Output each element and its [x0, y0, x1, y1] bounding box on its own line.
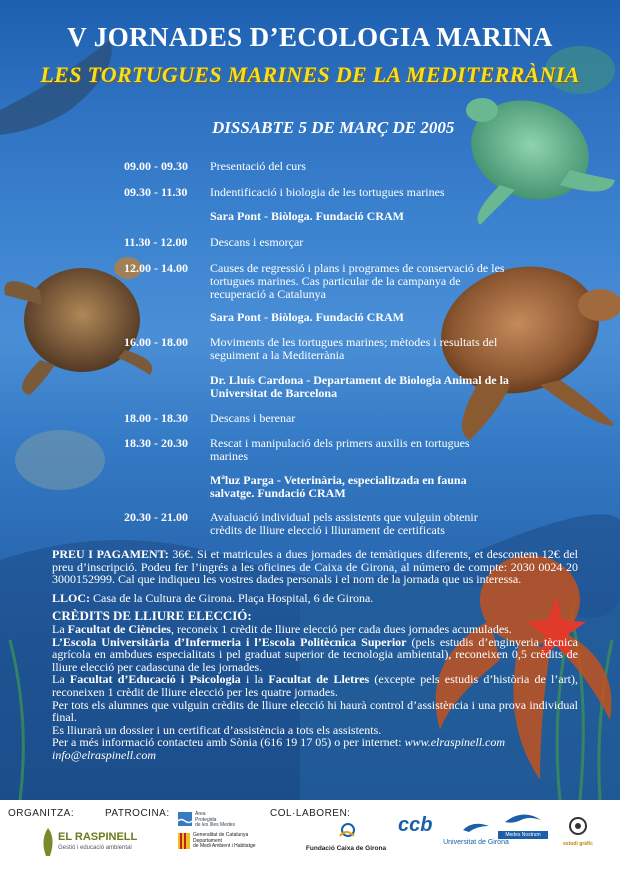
credits-line: Per tots els alumnes que vulguin crèdits de lliure elecció hi haurà control d’assistència i una prova individual final. [52, 697, 578, 725]
estudi-grafic-name: estudi gràfic [563, 841, 593, 847]
schedule-desc: Rescat i manipulació dels primers auxilis en tortugues marines [210, 436, 470, 463]
caixa-girona-icon [336, 822, 356, 840]
collaboren-label: COL·LABOREN: [270, 808, 351, 819]
schedule-desc: Descans i esmorçar [210, 235, 304, 249]
faculty-name: Facultat de Ciències [67, 621, 171, 636]
faculty-name: Facultat d’Educació i Psicologia [69, 672, 241, 687]
speaker-name: Dr. Lluís Cardona - Departament de Biologia Animal de la Universitat de Barcelona [210, 373, 509, 400]
generalitat-text-3: de Medi Ambient i Habitatge [193, 843, 256, 849]
green-turtle-illustration [457, 84, 615, 225]
price-text: 36€. Si et matricules a dues jornades de temàtiques diferents, et descontem 12€ del preu d’inscripció. Podeu fer l’ingrés a les oficines de Caixa de Girona, al número de compte: 2030 0024 20 3000152999. Cal que indiqueu les vostres dades personals i el nom de la jornada que us interessa. [52, 547, 579, 587]
website-link[interactable]: www.elraspinell.com [404, 735, 506, 750]
speaker-name: Sara Pont - Biòloga. Fundació CRAM [210, 310, 405, 324]
info-section [52, 548, 578, 762]
generalitat-text [193, 833, 256, 850]
contact-text: Per a més informació contacteu amb Sònia (616 19 17 05) o per internet: [52, 735, 405, 750]
event-date: DISSABTE 5 DE MARÇ DE 2005 [212, 118, 455, 137]
credits-line: Es lliurarà un dossier i un certificat d’assistència a tots els assistents. [52, 722, 382, 737]
organitza-label: ORGANITZA: [8, 808, 75, 819]
schedule-desc: Causes de regressió i plans i programes de conservació de les tortugues marines. Cas particular de la campanya de recuperació a Catalunya [210, 261, 505, 301]
credits-line [52, 673, 578, 698]
credits-text: La [52, 621, 68, 636]
location-label: LLOC: [52, 590, 91, 605]
schedule-desc: Presentació del curs [210, 159, 306, 173]
faculty-name: L’Escola Universitària d’Infermeria i l’Escola Politècnica Superior [52, 634, 407, 649]
udg-bird-icon [461, 820, 491, 834]
ccb-logo: ccb [398, 814, 433, 836]
schedule-time: 11.30 - 12.00 [124, 235, 188, 249]
contact-line [52, 749, 578, 762]
credits-heading: CRÈDITS DE LLIURE ELECCIÓ: [52, 608, 252, 624]
patrocina-label: PATROCINA: [105, 808, 170, 819]
udg-name: Universitat de Girona [443, 839, 509, 846]
credits-text: i la [240, 672, 269, 687]
schedule-time: 16.00 - 18.00 [124, 335, 188, 349]
credits-text: La [52, 672, 70, 687]
price-paragraph [52, 548, 578, 586]
generalitat-text-1: Generalitat de Catalunya [193, 832, 249, 838]
credits-text: (pels estudis d’enginyeria tècnica agrícola en ambdues especialitats i pel graduat superior de tecnologia ambiental), reconeixen 0,5 crèdits de lliure elecció per cadascuna de les jornades. [52, 634, 578, 674]
credits-text: (excepte pels estudis d’història de l’art), reconeixen 1 crèdit de lliure elecció per les quatre jornades. [52, 672, 579, 699]
generalitat-text-2: Departament [193, 837, 222, 844]
poster-title: V JORNADES D’ECOLOGIA MARINA [67, 22, 553, 52]
schedule-time: 12.00 - 14.00 [124, 261, 188, 275]
sponsors-footer [0, 800, 620, 877]
senyera-icon [178, 833, 190, 849]
speaker-name: Mªluz Parga - Veterinària, especialitzada en fauna salvatge. Fundació CRAM [210, 473, 467, 500]
price-label: PREU I PAGAMENT: [52, 547, 169, 561]
schedule-desc: Indentificació i biologia de les tortugues marines [210, 185, 445, 199]
speaker-name: Sara Pont - Biòloga. Fundació CRAM [210, 209, 405, 223]
wave-icon [178, 812, 192, 826]
schedule-time: 20.30 - 21.00 [124, 510, 188, 524]
raspinell-icon [40, 828, 56, 856]
medes-area-text-2: Protegida [195, 816, 217, 823]
schedule-desc: Descans i berenar [210, 411, 296, 425]
credits-line [52, 636, 578, 674]
schedule-time: 09.00 - 09.30 [124, 159, 188, 173]
estudi-grafic-logo [558, 816, 598, 847]
location-text: Casa de la Cultura de Girona. Plaça Hospital, 6 de Girona. [90, 590, 374, 605]
medes-area-text-1: Àrea [195, 811, 206, 817]
schedule-time: 18.00 - 18.30 [124, 411, 188, 425]
hawksbill-turtle-illustration [4, 257, 152, 395]
faculty-name: Facultat de Lletres [268, 672, 370, 687]
estudi-grafic-icon [568, 816, 588, 836]
fundacio-caixa-girona-logo [296, 822, 396, 852]
schedule-time: 09.30 - 11.30 [124, 185, 188, 199]
email-link[interactable]: info@elraspinell.com [52, 747, 157, 762]
schedule-desc: Moviments de les tortugues marines; mètodes i resultats del seguiment a la Mediterrània [210, 335, 498, 362]
raspinell-subtitle: Gestió i educació ambiental [58, 845, 132, 851]
dolphin-icon [503, 810, 543, 826]
medes-area-text [195, 812, 235, 829]
credits-text: , reconeix 1 crèdit de lliure elecció per cada dues jornades acumulades. [170, 621, 512, 636]
raspinell-name: EL RASPINELL [58, 831, 138, 843]
medes-nostrum-logo [498, 810, 548, 839]
fcg-name: Fundació Caixa de Girona [305, 845, 387, 852]
schedule-desc: Avaluació individual pels assistents que vulguin obtenir crèdits de lliure elecció i lliurament de certificats [210, 510, 478, 537]
poster-subtitle: LES TORTUGUES MARINES DE LA MEDITERRÀNIA [40, 62, 580, 87]
schedule-time: 18.30 - 20.30 [124, 436, 188, 450]
medes-nostrum-name: Medes Nostrum [498, 831, 548, 839]
medes-area-text-3: de les Illes Medes [195, 822, 236, 828]
location-paragraph [52, 592, 578, 605]
